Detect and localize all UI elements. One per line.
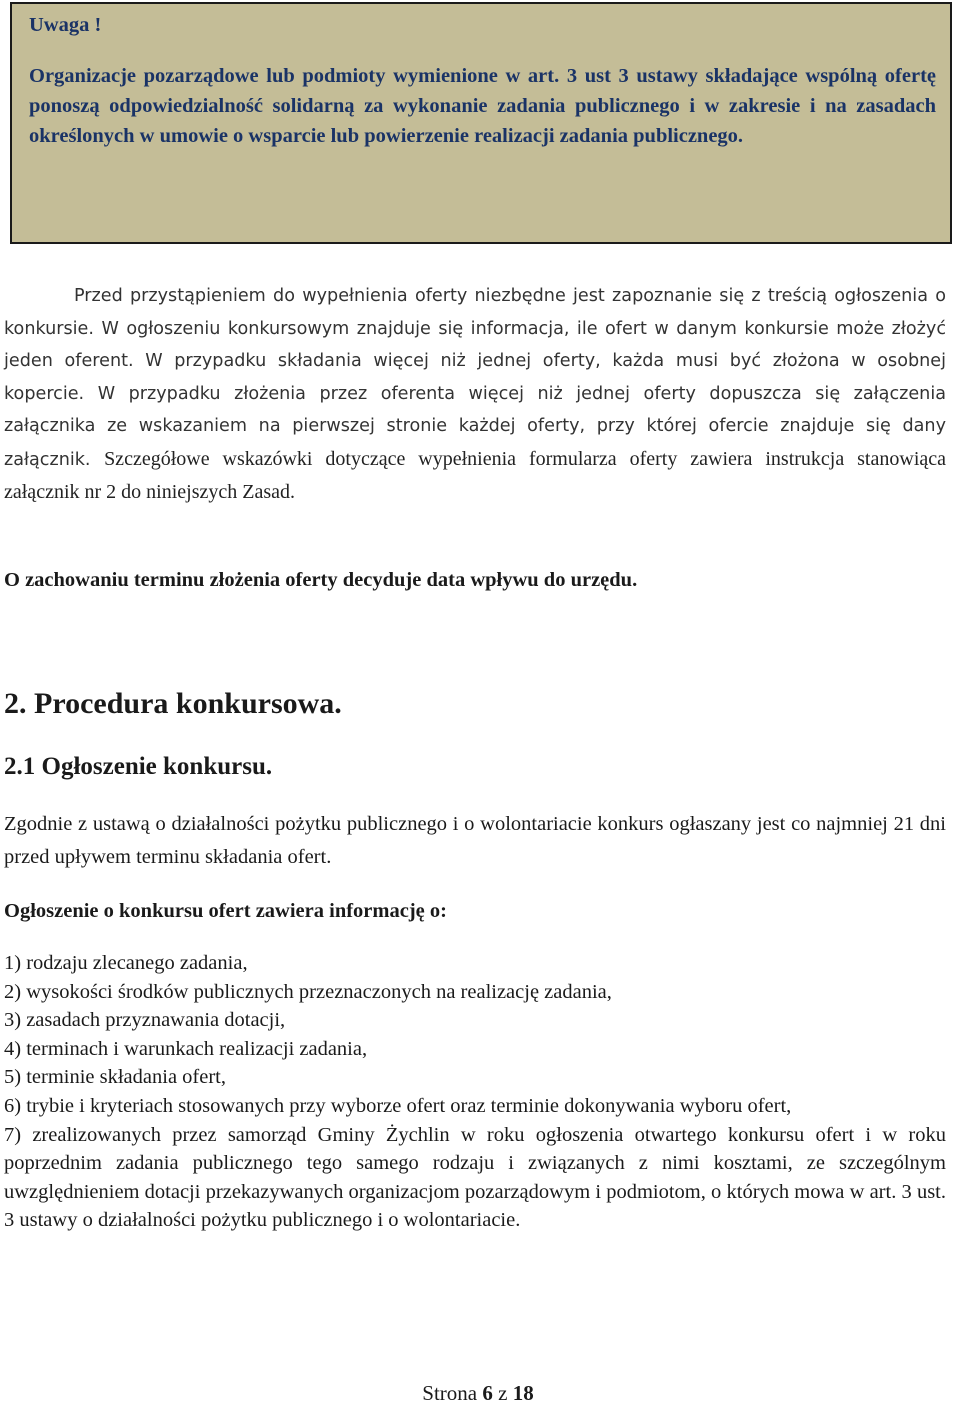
section-heading: 2. Procedura konkursowa.	[4, 687, 342, 720]
footer-separator: z	[498, 1381, 508, 1405]
deadline-note: O zachowaniu terminu złożenia oferty decyduje data wpływu do urzędu.	[4, 569, 638, 591]
page-footer	[0, 1380, 956, 1406]
footer-current-page: 6	[482, 1381, 493, 1405]
list-item: 5) terminie składania ofert,	[4, 1066, 226, 1089]
info-list	[4, 949, 946, 1235]
intro-sentence-3: W przypadku składania więcej niż jednej oferty, każda musi być złożona w osobnej kopercie.	[4, 351, 947, 404]
list-heading: Ogłoszenie o konkursu ofert zawiera informację o:	[4, 900, 447, 922]
list-item: 4) terminach i warunkach realizacji zadania,	[4, 1037, 368, 1060]
subsection-heading: 2.1 Ogłoszenie konkursu.	[4, 753, 273, 780]
list-item: 1) rodzaju zlecanego zadania,	[4, 952, 248, 974]
list-item: 2) wysokości środków publicznych przeznaczonych na realizację zadania,	[4, 980, 612, 1003]
intro-sentence-5: Szczegółowe wskazówki dotyczące wypełnienia formularza oferty zawiera instrukcja stanowiąca załącznik nr 2 do niniejszych Zasad.	[4, 447, 947, 503]
list-item: 7) zrealizowanych przez samorząd Gminy Żychlin w roku ogłoszenia otwartego konkursu ofert i w roku poprzednim zadania publicznego tego samego rodzaju i związanych z nimi kosztami, ze szczególnym uwzględnieniem dotacji przekazywanych organizacjom pozarządowym i podmiotom, o których mowa w art. 3 ust. 3 ustawy o działalności pożytku publicznego i o wolontariacie.	[4, 1123, 946, 1232]
intro-sentence-1: Przed przystąpieniem do wypełnienia oferty niezbędne jest zapoznanie się z treścią ogłoszenia o konkursie.	[4, 286, 946, 339]
intro-paragraph	[4, 280, 946, 510]
notice-body: Organizacje pozarządowe lub podmioty wymienione w art. 3 ust 3 ustawy składające wspólną ofertę ponoszą odpowiedzialność solidarną za wykonanie zadania publicznego i w zakresie i na zasadach określonych w umowie o wsparcie lub powierzenie realizacji zadania publicznego.	[29, 65, 936, 147]
intro-sentence-2: W ogłoszeniu konkursowym znajduje się informacja, ile ofert w danym konkursie może złożyć jeden oferent.	[4, 318, 946, 371]
list-item: 3) zasadach przyznawania dotacji,	[4, 1009, 286, 1032]
notice-box	[10, 2, 952, 244]
announcement-paragraph: Zgodnie z ustawą o działalności pożytku publicznego i o wolontariacie konkurs ogłaszany jest co najmniej 21 dni przed upływem terminu składania ofert.	[4, 813, 946, 868]
notice-title: Uwaga !	[29, 14, 102, 36]
list-item: 6) trybie i kryteriach stosowanych przy wyborze ofert oraz terminie dokonywania wyboru ofert,	[4, 1094, 792, 1117]
intro-sentence-4: W przypadku złożenia przez oferenta więcej niż jednej oferty dopuszcza się załączenia załącznika ze wskazaniem na pierwszej stronie każdej oferty, przy której ofercie znajduje się dany załącznik.	[4, 383, 947, 470]
footer-total-pages: 18	[512, 1381, 534, 1405]
footer-prefix: Strona	[422, 1381, 478, 1405]
